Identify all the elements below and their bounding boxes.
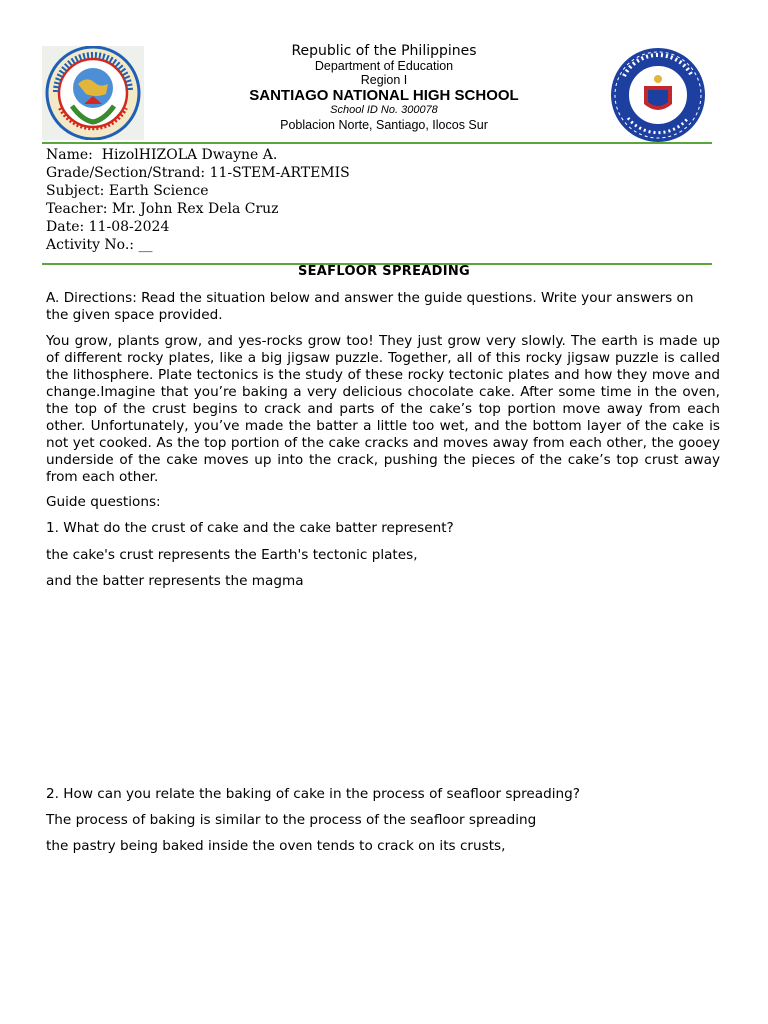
header-divider bbox=[42, 142, 712, 144]
date-row bbox=[46, 218, 169, 236]
answer-2-line-1: The process of baking is similar to the process of the seafloor spreading bbox=[46, 812, 537, 828]
name-label: Name: bbox=[46, 147, 93, 163]
question-2: 2. How can you relate the baking of cake in the process of seafloor spreading? bbox=[46, 786, 580, 802]
subject-label: Subject: bbox=[46, 183, 105, 199]
activity-title: SEAFLOOR SPREADING bbox=[297, 264, 471, 279]
guide-heading: Guide questions: bbox=[46, 494, 161, 510]
activity-row bbox=[46, 236, 152, 254]
name-value: HizolHIZOLA Dwayne A. bbox=[101, 147, 278, 163]
grade-label: Grade/Section/Strand: bbox=[46, 165, 206, 181]
answer-1-line-1: the cake's crust represents the Earth's tectonic plates, bbox=[46, 547, 418, 563]
teacher-row bbox=[46, 200, 279, 218]
date-label: Date: bbox=[46, 219, 85, 235]
activity-label: Activity No.: bbox=[46, 237, 135, 253]
department-heading: Department of Education bbox=[314, 59, 454, 73]
activity-value: __ bbox=[138, 237, 153, 253]
directions-text: A. Directions: Read the situation below and answer the guide questions. Write your answers on the given space provided. bbox=[46, 290, 694, 323]
teacher-value: Mr. John Rex Dela Cruz bbox=[111, 201, 279, 217]
teacher-label: Teacher: bbox=[46, 201, 108, 217]
situation-paragraph: You grow, plants grow, and yes-rocks grow too! They just grow very slowly. The earth is made up of different rocky plates, like a big jigsaw puzzle. Together, all of this rocky jigsaw puzzle is called the lithosphere. Plate tectonics is the study of these rocky tectonic plates and how they move and change.Imagine that you’re baking a very delicious chocolate cake. After some time in the oven, the top of the crust begins to crack and parts of the cake’s top portion move away from each other. Unfortunately, you’ve made the batter a little too wet, and the bottom layer of the cake is not yet cooked. As the top portion of the cake cracks and moves away from each other, the gooey underside of the cake moves up into the crack, pushing the pieces of the cake’s top crust away from each other. bbox=[46, 333, 720, 485]
answer-2-line-2: the pastry being baked inside the oven tends to crack on its crusts, bbox=[46, 838, 506, 854]
region-heading: Region I bbox=[360, 73, 408, 87]
school-name: SANTIAGO NATIONAL HIGH SCHOOL bbox=[249, 87, 519, 104]
date-value: 11-08-2024 bbox=[88, 219, 170, 235]
school-id: School ID No. 300078 bbox=[330, 104, 438, 116]
school-address: Poblacion Norte, Santiago, Ilocos Sur bbox=[280, 118, 488, 132]
country-heading: Republic of the Philippines bbox=[291, 43, 477, 59]
subject-value: Earth Science bbox=[108, 183, 209, 199]
subject-row bbox=[46, 182, 209, 200]
name-row bbox=[46, 146, 277, 164]
grade-row bbox=[46, 164, 350, 182]
answer-1-line-2: and the batter represents the magma bbox=[46, 573, 304, 589]
question-1: 1. What do the crust of cake and the cake batter represent? bbox=[46, 520, 454, 536]
grade-value: 11-STEM-ARTEMIS bbox=[209, 165, 350, 181]
